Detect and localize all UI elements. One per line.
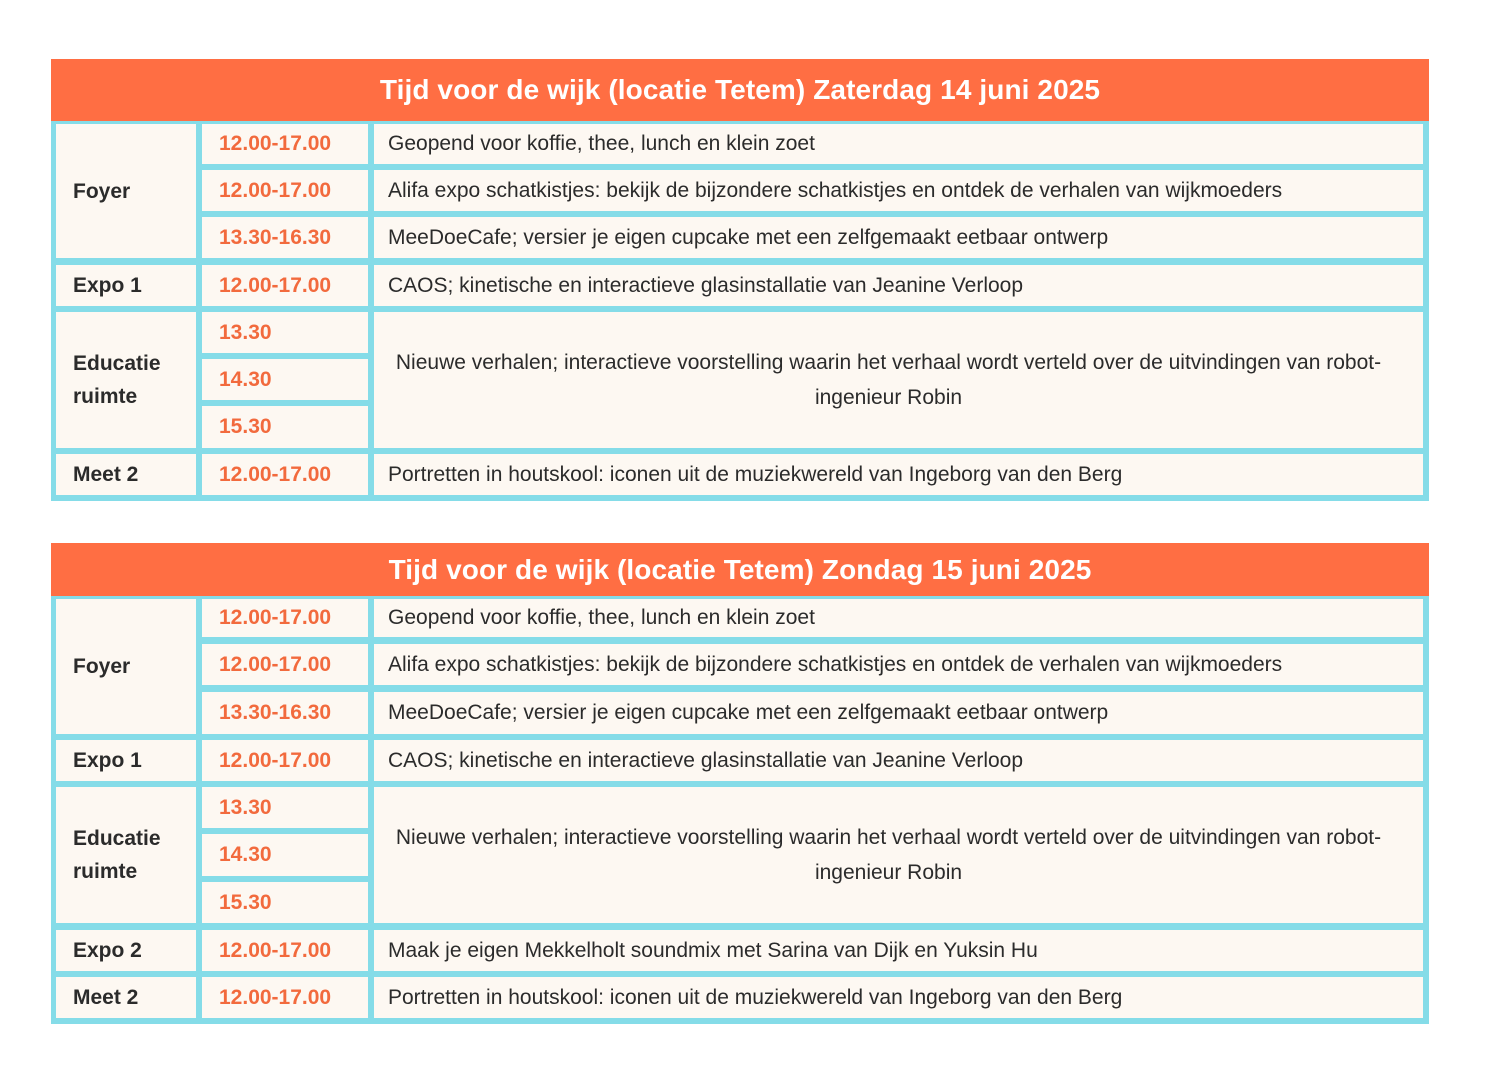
location-cell: Educatie ruimte	[56, 312, 196, 448]
time-cell: 12.00-17.00	[202, 454, 368, 495]
location-cell: Expo 1	[56, 265, 196, 306]
schedule-title: Tijd voor de wijk (locatie Tetem) Zondag 15 juni 2025	[51, 543, 1429, 596]
description-cell: CAOS; kinetische en interactieve glasinstallatie van Jeanine Verloop	[374, 740, 1423, 781]
location-cell: Foyer	[56, 124, 196, 258]
time-cell: 12.00-17.00	[202, 740, 368, 781]
description-cell: CAOS; kinetische en interactieve glasinstallatie van Jeanine Verloop	[374, 265, 1423, 306]
time-cell: 12.00-17.00	[202, 644, 368, 685]
location-cell: Educatie ruimte	[56, 787, 196, 923]
description-cell: Geopend voor koffie, thee, lunch en klein zoet	[374, 124, 1423, 164]
description-cell: MeeDoeCafe; versier je eigen cupcake met een zelfgemaakt eetbaar ontwerp	[374, 217, 1423, 258]
description-cell: Nieuwe verhalen; interactieve voorstelling waarin het verhaal wordt verteld over de uitvindingen van robot-ingenieur Robin	[374, 787, 1423, 923]
description-cell: Alifa expo schatkistjes: bekijk de bijzondere schatkistjes en ontdek de verhalen van wijkmoeders	[374, 170, 1423, 211]
location-cell: Expo 2	[56, 930, 196, 971]
description-cell: MeeDoeCafe; versier je eigen cupcake met een zelfgemaakt eetbaar ontwerp	[374, 692, 1423, 734]
description-cell: Portretten in houtskool: iconen uit de muziekwereld van Ingeborg van den Berg	[374, 454, 1423, 495]
time-cell: 12.00-17.00	[202, 977, 368, 1018]
location-cell: Meet 2	[56, 977, 196, 1018]
time-cell: 15.30	[202, 406, 368, 448]
time-cell: 14.30	[202, 834, 368, 876]
time-cell: 15.30	[202, 882, 368, 923]
description-cell: Maak je eigen Mekkelholt soundmix met Sarina van Dijk en Yuksin Hu	[374, 930, 1423, 971]
time-cell: 13.30-16.30	[202, 692, 368, 734]
schedule-sunday	[51, 543, 1429, 1024]
description-cell: Portretten in houtskool: iconen uit de muziekwereld van Ingeborg van den Berg	[374, 977, 1423, 1018]
time-cell: 13.30-16.30	[202, 217, 368, 258]
time-cell: 13.30	[202, 312, 368, 353]
description-cell: Alifa expo schatkistjes: bekijk de bijzondere schatkistjes en ontdek de verhalen van wijkmoeders	[374, 644, 1423, 685]
description-cell: Nieuwe verhalen; interactieve voorstelling waarin het verhaal wordt verteld over de uitvindingen van robot-ingenieur Robin	[374, 312, 1423, 448]
schedule-title: Tijd voor de wijk (locatie Tetem) Zaterdag 14 juni 2025	[51, 59, 1429, 121]
description-cell: Geopend voor koffie, thee, lunch en klein zoet	[374, 599, 1423, 637]
time-cell: 13.30	[202, 787, 368, 828]
schedule-saturday	[51, 59, 1429, 501]
time-cell: 12.00-17.00	[202, 265, 368, 306]
time-cell: 12.00-17.00	[202, 930, 368, 971]
time-cell: 12.00-17.00	[202, 170, 368, 211]
location-cell: Expo 1	[56, 740, 196, 781]
time-cell: 14.30	[202, 359, 368, 400]
location-cell: Meet 2	[56, 454, 196, 495]
time-cell: 12.00-17.00	[202, 124, 368, 164]
location-cell: Foyer	[56, 599, 196, 734]
time-cell: 12.00-17.00	[202, 599, 368, 637]
